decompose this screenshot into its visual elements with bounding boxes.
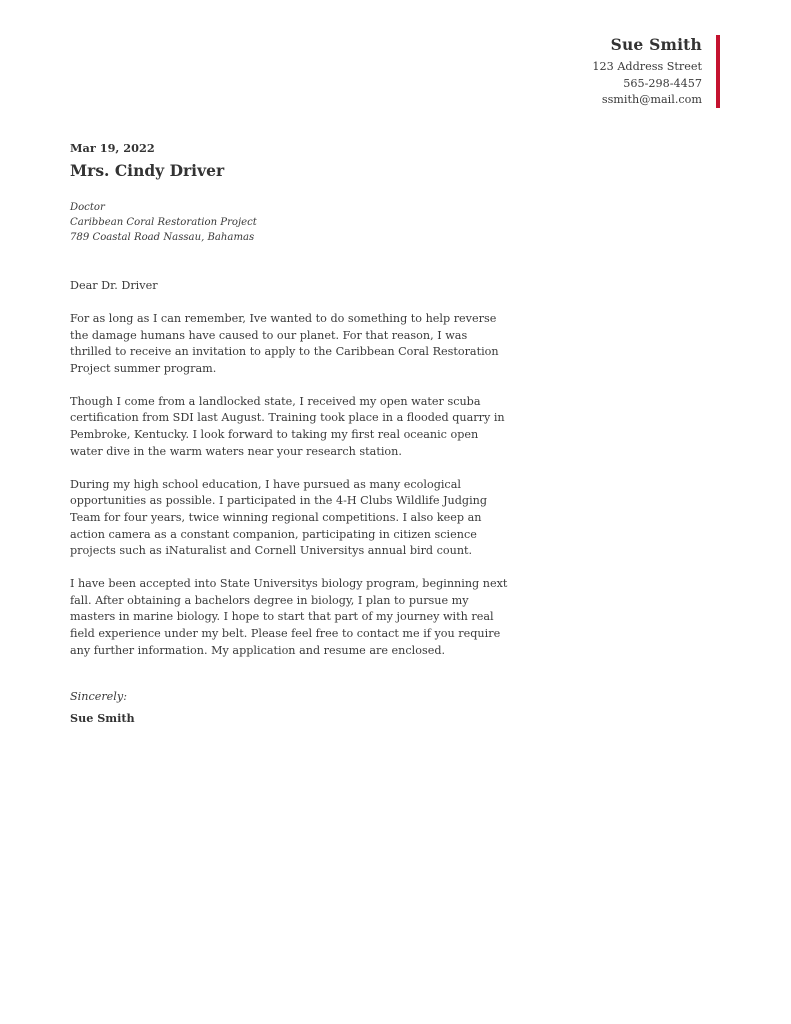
salutation: Dear Dr. Driver <box>70 279 158 292</box>
recipient-address: 789 Coastal Road Nassau, Bahamas <box>70 232 255 243</box>
recipient-details <box>70 200 510 245</box>
paragraph-4: I have been accepted into State Universitys biology program, beginning next fall. After obtaining a bachelors degree in biology, I plan to pursue my masters in marine biology. I hope to start that part of my journey with real field experience under my belt. Please feel free to contact me if you require any further information. My application and resume are enclosed. <box>70 577 508 657</box>
signature: Sue Smith <box>70 710 135 725</box>
recipient-organization: Caribbean Coral Restoration Project <box>70 217 257 228</box>
accent-bar <box>716 35 720 108</box>
recipient-title: Doctor <box>70 202 105 213</box>
paragraph-3: During my high school education, I have pursued as many ecological opportunities as possible. I participated in the 4-H Clubs Wildlife Judging Team for four years, twice winning regional competitions. I also keep an action camera as a constant companion, participating in citizen science projects such as iNaturalist and Cornell Universitys annual bird count. <box>70 477 488 558</box>
letter-body <box>70 140 510 726</box>
sender-name: Sue Smith <box>610 35 702 54</box>
sender-block <box>592 34 702 109</box>
sender-phone: 565-298-4457 <box>623 76 702 90</box>
closing: Sincerely: <box>70 690 127 704</box>
letter-date: Mar 19, 2022 <box>70 141 155 155</box>
sender-address: 123 Address Street <box>592 60 702 73</box>
sender-email: ssmith@mail.com <box>601 93 702 106</box>
paragraph-1: For as long as I can remember, Ive wanted to do something to help reverse the damage humans have caused to our planet. For that reason, I was thrilled to receive an invitation to apply to the Caribbean Coral Restoration Project summer program. <box>70 312 499 375</box>
recipient-name: Mrs. Cindy Driver <box>70 161 225 180</box>
paragraph-2: Though I come from a landlocked state, I received my open water scuba certification from SDI last August. Training took place in a flooded quarry in Pembroke, Kentucky. I look forward to taking my first real oceanic open water dive in the warm waters near your research station. <box>70 394 505 458</box>
